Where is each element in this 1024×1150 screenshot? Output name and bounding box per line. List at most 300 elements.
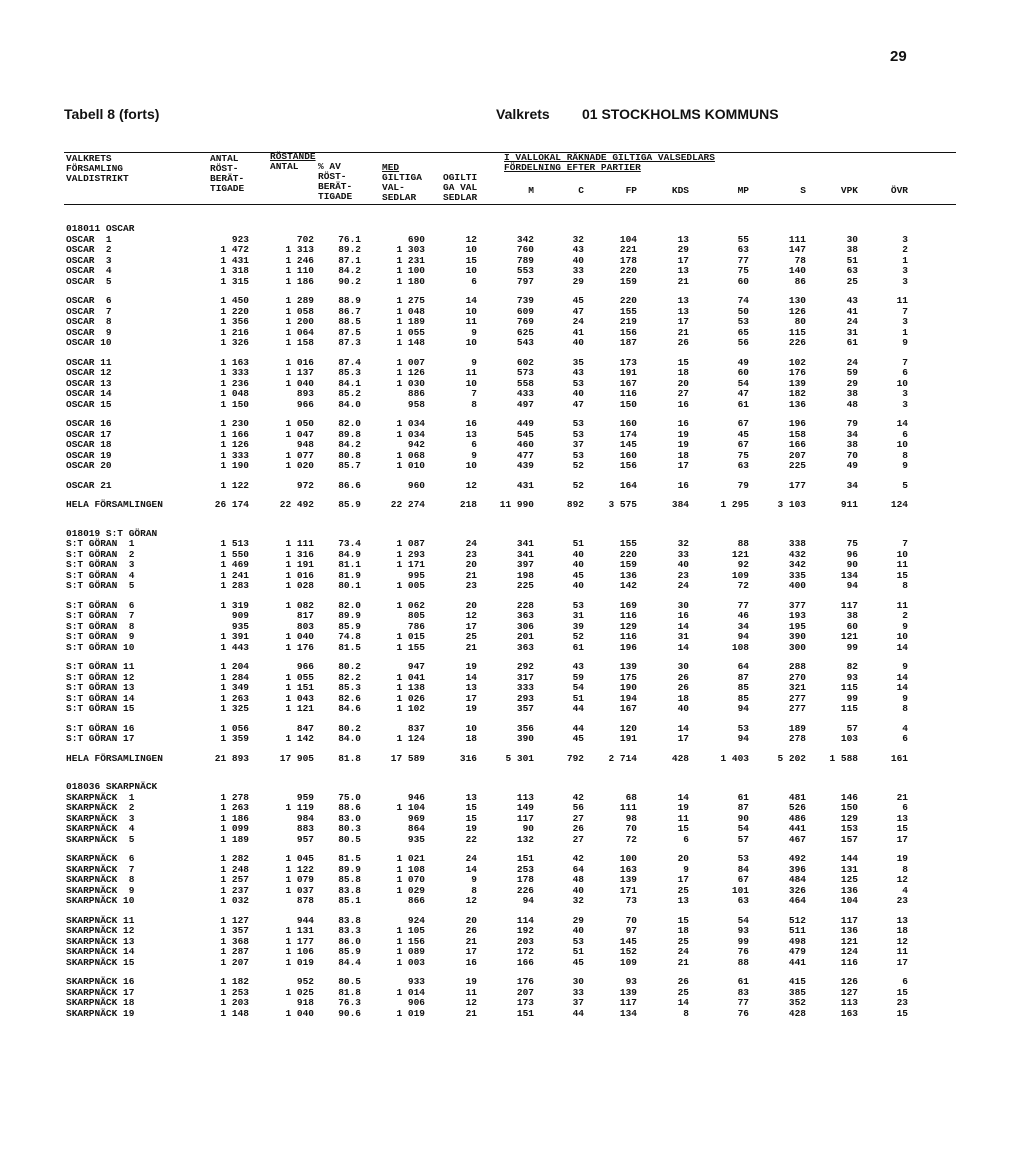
district-name: S:T GÖRAN 14 bbox=[66, 692, 135, 704]
section-label: 018011 OSCAR bbox=[66, 223, 135, 234]
table-row bbox=[0, 895, 1024, 906]
table-cell: 44 bbox=[572, 722, 584, 734]
table-cell: 352 bbox=[788, 997, 806, 1008]
district-name: OSCAR 3 bbox=[66, 254, 112, 266]
table-cell: 76 bbox=[737, 946, 749, 957]
district-name: S:T GÖRAN 4 bbox=[66, 569, 135, 581]
table-row bbox=[0, 957, 1024, 968]
table-cell: 86.0 bbox=[338, 935, 361, 947]
table-cell: 80.5 bbox=[338, 833, 361, 845]
table-cell: 43 bbox=[572, 367, 584, 378]
table-cell: 1 472 bbox=[220, 244, 249, 255]
table-cell: 82 bbox=[846, 661, 858, 672]
table-cell: 8 bbox=[471, 884, 477, 896]
table-cell: 14 bbox=[677, 620, 689, 632]
table-cell: 53 bbox=[737, 722, 749, 734]
table-cell: 72 bbox=[625, 833, 637, 845]
table-cell: 22 bbox=[465, 833, 477, 845]
table-cell: 1 019 bbox=[285, 956, 314, 968]
table-cell: 384 bbox=[671, 499, 689, 510]
table-cell: 1 513 bbox=[220, 538, 249, 549]
district-name: S:T GÖRAN 7 bbox=[66, 610, 135, 621]
table-cell: 1 236 bbox=[220, 377, 249, 389]
table-cell: 306 bbox=[516, 620, 534, 632]
table-cell: 23 bbox=[896, 895, 908, 906]
table-cell: 1 295 bbox=[720, 499, 749, 510]
table-cell: 30 bbox=[677, 661, 689, 672]
table-cell: 34 bbox=[846, 479, 858, 491]
table-cell: 38 bbox=[846, 439, 858, 450]
table-cell: 7 bbox=[902, 538, 908, 549]
table-cell: 174 bbox=[619, 428, 637, 440]
table-row bbox=[0, 255, 1024, 266]
section-label: 018019 S:T GÖRAN bbox=[66, 527, 158, 539]
table-cell: 15 bbox=[465, 812, 477, 824]
table-cell: 6 bbox=[902, 428, 908, 440]
table-cell: 150 bbox=[840, 802, 858, 813]
table-cell: 1 034 bbox=[396, 418, 425, 429]
table-cell: 178 bbox=[516, 874, 534, 885]
table-cell: 178 bbox=[619, 254, 637, 266]
table-cell: 1 055 bbox=[396, 326, 425, 338]
table-cell: 431 bbox=[516, 479, 534, 491]
table-row bbox=[0, 703, 1024, 714]
table-cell: 959 bbox=[296, 791, 314, 803]
table-cell: 5 202 bbox=[777, 752, 806, 764]
table-cell: 101 bbox=[731, 884, 749, 896]
district-name: SKARPNÄCK 4 bbox=[66, 823, 135, 834]
table-row bbox=[0, 244, 1024, 255]
table-cell: 573 bbox=[516, 367, 534, 378]
table-cell: 226 bbox=[788, 337, 806, 348]
table-cell: 481 bbox=[788, 791, 806, 803]
table-cell: 892 bbox=[566, 499, 584, 510]
table-cell: 151 bbox=[516, 1007, 534, 1019]
table-cell: 10 bbox=[896, 548, 908, 560]
table-cell: 92 bbox=[737, 559, 749, 570]
table-cell: 14 bbox=[465, 671, 477, 683]
table-cell: 7 bbox=[902, 356, 908, 368]
table-cell: 13 bbox=[465, 682, 477, 693]
table-cell: 41 bbox=[846, 305, 858, 317]
table-cell: 84.2 bbox=[338, 265, 361, 276]
table-cell: 90 bbox=[737, 812, 749, 824]
table-cell: 54 bbox=[737, 914, 749, 926]
table-cell: 17 bbox=[677, 460, 689, 471]
header-pct-av: % AV RÖST- BERÄT- TIGADE bbox=[318, 161, 353, 202]
table-row bbox=[0, 802, 1024, 813]
table-cell: 16 bbox=[677, 418, 689, 429]
table-cell: 972 bbox=[296, 479, 314, 491]
table-cell: 1 021 bbox=[396, 853, 425, 864]
table-cell: 948 bbox=[296, 439, 314, 450]
table-cell: 24 bbox=[846, 356, 858, 368]
table-cell: 317 bbox=[516, 671, 534, 683]
table-cell: 1 110 bbox=[285, 265, 314, 276]
table-cell: 163 bbox=[840, 1007, 858, 1019]
table-cell: 109 bbox=[731, 569, 749, 581]
table-cell: 1 315 bbox=[220, 275, 249, 287]
table-cell: 1 403 bbox=[720, 752, 749, 764]
table-cell: 29 bbox=[572, 914, 584, 926]
table-cell: 116 bbox=[840, 956, 858, 968]
table-cell: 10 bbox=[465, 305, 477, 317]
district-name: SKARPNÄCK 3 bbox=[66, 812, 135, 824]
table-cell: 161 bbox=[890, 752, 908, 764]
table-cell: 194 bbox=[619, 692, 637, 704]
table-cell: 136 bbox=[840, 884, 858, 896]
section-label: 018036 SKARPNÄCK bbox=[66, 781, 158, 792]
table-cell: 467 bbox=[788, 833, 806, 845]
table-cell: 3 bbox=[902, 398, 908, 410]
table-cell: 74 bbox=[737, 295, 749, 306]
table-cell: 85.8 bbox=[338, 874, 361, 885]
table-cell: 390 bbox=[788, 631, 806, 642]
table-cell: 44 bbox=[572, 1007, 584, 1019]
table-cell: 15 bbox=[677, 823, 689, 834]
district-name: SKARPNÄCK 5 bbox=[66, 833, 135, 845]
table-row bbox=[0, 610, 1024, 621]
table-cell: 207 bbox=[516, 986, 534, 998]
table-cell: 31 bbox=[572, 610, 584, 621]
district-name: S:T GÖRAN 8 bbox=[66, 620, 135, 632]
district-name: OSCAR 20 bbox=[66, 460, 112, 471]
table-cell: 966 bbox=[296, 661, 314, 672]
table-row bbox=[0, 549, 1024, 560]
header-rostande: RÖSTANDE bbox=[270, 151, 316, 162]
table-cell: 6 bbox=[471, 275, 477, 287]
district-name: OSCAR 10 bbox=[66, 337, 112, 348]
table-row bbox=[0, 997, 1024, 1008]
table-cell: 70 bbox=[625, 823, 637, 834]
table-row bbox=[0, 987, 1024, 998]
table-cell: 924 bbox=[407, 914, 425, 926]
table-cell: 19 bbox=[465, 823, 477, 834]
table-cell: 1 062 bbox=[396, 599, 425, 611]
table-cell: 193 bbox=[788, 610, 806, 621]
table-cell: 1 055 bbox=[285, 671, 314, 683]
table-cell: 81.8 bbox=[338, 986, 361, 998]
table-cell: 947 bbox=[407, 661, 425, 672]
table-cell: 1 289 bbox=[285, 295, 314, 306]
table-cell: 893 bbox=[296, 388, 314, 399]
table-cell: 1 020 bbox=[285, 460, 314, 471]
table-cell: 21 bbox=[677, 956, 689, 968]
table-cell: 1 189 bbox=[396, 316, 425, 327]
table-cell: 10 bbox=[465, 377, 477, 389]
table-cell: 16 bbox=[465, 418, 477, 429]
table-cell: 1 207 bbox=[220, 956, 249, 968]
table-cell: 80.8 bbox=[338, 449, 361, 461]
table-cell: 167 bbox=[619, 377, 637, 389]
table-cell: 464 bbox=[788, 895, 806, 906]
table-row bbox=[0, 885, 1024, 896]
table-cell: 79 bbox=[846, 418, 858, 429]
district-name: SKARPNÄCK 1 bbox=[66, 791, 135, 803]
table-cell: 157 bbox=[840, 833, 858, 845]
table-cell: 786 bbox=[407, 620, 425, 632]
table-cell: 497 bbox=[516, 398, 534, 410]
table-row bbox=[0, 631, 1024, 642]
table-row bbox=[0, 915, 1024, 926]
table-row bbox=[0, 823, 1024, 834]
table-cell: 1 278 bbox=[220, 791, 249, 803]
table-cell: 67 bbox=[737, 439, 749, 450]
table-cell: 545 bbox=[516, 428, 534, 440]
table-cell: 85.1 bbox=[338, 895, 361, 906]
table-cell: 1 058 bbox=[285, 305, 314, 317]
table-cell: 31 bbox=[677, 631, 689, 642]
table-cell: 54 bbox=[572, 682, 584, 693]
table-cell: 76 bbox=[737, 1007, 749, 1019]
table-cell: 155 bbox=[619, 538, 637, 549]
table-cell: 84.2 bbox=[338, 439, 361, 450]
table-cell: 120 bbox=[619, 722, 637, 734]
table-cell: 21 bbox=[465, 935, 477, 947]
table-cell: 67 bbox=[737, 418, 749, 429]
table-cell: 63 bbox=[737, 895, 749, 906]
table-cell: 159 bbox=[619, 559, 637, 570]
table-cell: 22 492 bbox=[279, 499, 314, 510]
table-cell: 34 bbox=[737, 620, 749, 632]
table-cell: 3 bbox=[902, 275, 908, 287]
table-cell: 377 bbox=[788, 599, 806, 611]
table-row bbox=[0, 733, 1024, 744]
table-cell: 10 bbox=[465, 337, 477, 348]
table-cell: 25 bbox=[465, 631, 477, 642]
table-cell: 1 230 bbox=[220, 418, 249, 429]
table-cell: 81.5 bbox=[338, 853, 361, 864]
table-cell: 80.3 bbox=[338, 823, 361, 834]
table-cell: 85 bbox=[737, 692, 749, 704]
table-cell: 191 bbox=[619, 733, 637, 744]
table-cell: 1 045 bbox=[285, 853, 314, 864]
table-cell: 944 bbox=[296, 914, 314, 926]
district-name: OSCAR 6 bbox=[66, 295, 112, 306]
table-cell: 739 bbox=[516, 295, 534, 306]
table-cell: 93 bbox=[737, 925, 749, 936]
table-cell: 80.2 bbox=[338, 722, 361, 734]
table-cell: 1 177 bbox=[285, 935, 314, 947]
table-cell: 866 bbox=[407, 895, 425, 906]
table-cell: 27 bbox=[572, 833, 584, 845]
table-cell: 85.9 bbox=[338, 946, 361, 957]
table-cell: 906 bbox=[407, 997, 425, 1008]
table-cell: 335 bbox=[788, 569, 806, 581]
table-cell: 1 180 bbox=[396, 275, 425, 287]
district-name: SKARPNÄCK 18 bbox=[66, 997, 135, 1008]
table-cell: 187 bbox=[619, 337, 637, 348]
table-cell: 17 905 bbox=[279, 752, 314, 764]
table-cell: 13 bbox=[896, 812, 908, 824]
table-cell: 11 bbox=[896, 295, 908, 306]
table-cell: 3 bbox=[902, 316, 908, 327]
table-cell: 326 bbox=[788, 884, 806, 896]
table-cell: 1 087 bbox=[396, 538, 425, 549]
table-cell: 41 bbox=[572, 326, 584, 338]
table-cell: 6 bbox=[471, 439, 477, 450]
table-cell: 90 bbox=[522, 823, 534, 834]
table-cell: 190 bbox=[619, 682, 637, 693]
table-cell: 1 040 bbox=[285, 631, 314, 642]
table-cell: 85.3 bbox=[338, 367, 361, 378]
table-cell: 126 bbox=[840, 976, 858, 987]
table-cell: 1 032 bbox=[220, 895, 249, 906]
table-cell: 73.4 bbox=[338, 538, 361, 549]
table-cell: 625 bbox=[516, 326, 534, 338]
table-cell: 228 bbox=[516, 599, 534, 611]
table-cell: 817 bbox=[296, 610, 314, 621]
table-cell: 6 bbox=[902, 976, 908, 987]
table-cell: 77 bbox=[737, 254, 749, 266]
table-cell: 90 bbox=[846, 559, 858, 570]
table-cell: 1 007 bbox=[396, 356, 425, 368]
table-cell: 3 575 bbox=[608, 499, 637, 510]
table-cell: 94 bbox=[737, 703, 749, 714]
table-cell: 103 bbox=[840, 733, 858, 744]
table-cell: 139 bbox=[619, 874, 637, 885]
table-cell: 390 bbox=[516, 733, 534, 744]
table-cell: 100 bbox=[619, 853, 637, 864]
table-row bbox=[0, 439, 1024, 450]
table-row bbox=[0, 570, 1024, 581]
table-cell: 25 bbox=[846, 275, 858, 287]
table-cell: 1 148 bbox=[220, 1007, 249, 1019]
table-cell: 1 326 bbox=[220, 337, 249, 348]
table-cell: 195 bbox=[788, 620, 806, 632]
table-cell: 13 bbox=[896, 914, 908, 926]
table-row bbox=[0, 693, 1024, 704]
table-cell: 1 064 bbox=[285, 326, 314, 338]
table-cell: 30 bbox=[846, 233, 858, 245]
table-cell: 1 151 bbox=[285, 682, 314, 693]
table-cell: 769 bbox=[516, 316, 534, 327]
table-cell: 25 bbox=[677, 935, 689, 947]
table-row bbox=[0, 480, 1024, 491]
table-cell: 145 bbox=[619, 439, 637, 450]
district-name: S:T GÖRAN 10 bbox=[66, 641, 135, 653]
table-cell: 1 150 bbox=[220, 398, 249, 410]
table-cell: 45 bbox=[572, 569, 584, 581]
table-cell: 449 bbox=[516, 418, 534, 429]
table-cell: 86.6 bbox=[338, 479, 361, 491]
table-cell: 1 182 bbox=[220, 976, 249, 987]
table-cell: 760 bbox=[516, 244, 534, 255]
district-name: S:T GÖRAN 1 bbox=[66, 538, 135, 549]
table-cell: 52 bbox=[572, 460, 584, 471]
table-cell: 479 bbox=[788, 946, 806, 957]
table-cell: 109 bbox=[619, 956, 637, 968]
table-cell: 156 bbox=[619, 326, 637, 338]
table-cell: 81.9 bbox=[338, 569, 361, 581]
table-cell: 94 bbox=[737, 733, 749, 744]
table-cell: 60 bbox=[846, 620, 858, 632]
table-cell: 125 bbox=[840, 874, 858, 885]
table-cell: 13 bbox=[677, 305, 689, 317]
table-row bbox=[0, 538, 1024, 549]
table-cell: 1 034 bbox=[396, 428, 425, 440]
table-cell: 18 bbox=[677, 925, 689, 936]
table-cell: 81.5 bbox=[338, 641, 361, 653]
table-cell: 220 bbox=[619, 295, 637, 306]
table-cell: 1 014 bbox=[396, 986, 425, 998]
table-row bbox=[0, 672, 1024, 683]
header-valsedlar-title: I VALLOKAL RÄKNADE GILTIGA VALSEDLARS bbox=[504, 152, 715, 163]
table-cell: 140 bbox=[788, 265, 806, 276]
table-cell: 486 bbox=[788, 812, 806, 824]
table-cell: 1 325 bbox=[220, 703, 249, 714]
district-name: SKARPNÄCK 12 bbox=[66, 925, 135, 936]
table-cell: 89.9 bbox=[338, 610, 361, 621]
table-cell: 292 bbox=[516, 661, 534, 672]
district-name: S:T GÖRAN 11 bbox=[66, 661, 135, 672]
table-cell: 84.1 bbox=[338, 377, 361, 389]
table-cell: 32 bbox=[677, 538, 689, 549]
table-cell: 84.6 bbox=[338, 703, 361, 714]
table-cell: 93 bbox=[625, 976, 637, 987]
valkrets-label: Valkrets bbox=[496, 106, 550, 122]
table-cell: 1 319 bbox=[220, 599, 249, 611]
header-antal-rostberattigade: ANTAL RÖST- BERÄT- TIGADE bbox=[210, 153, 245, 194]
table-cell: 196 bbox=[619, 641, 637, 653]
table-cell: 1 019 bbox=[396, 1007, 425, 1019]
table-cell: 72 bbox=[737, 580, 749, 591]
table-row bbox=[0, 559, 1024, 570]
table-cell: 17 bbox=[896, 833, 908, 845]
table-cell: 12 bbox=[465, 479, 477, 491]
table-cell: 99 bbox=[846, 692, 858, 704]
table-cell: 61 bbox=[737, 398, 749, 410]
table-cell: 117 bbox=[840, 599, 858, 611]
table-cell: 15 bbox=[896, 569, 908, 581]
district-name: S:T GÖRAN 13 bbox=[66, 682, 135, 693]
table-cell: 163 bbox=[619, 863, 637, 875]
district-name: OSCAR 9 bbox=[66, 326, 112, 338]
table-cell: 288 bbox=[788, 661, 806, 672]
district-name: SKARPNÄCK 2 bbox=[66, 802, 135, 813]
table-cell: 82.2 bbox=[338, 671, 361, 683]
table-cell: 51 bbox=[572, 692, 584, 704]
table-cell: 886 bbox=[407, 388, 425, 399]
table-cell: 104 bbox=[619, 233, 637, 245]
header-rostande-antal: ANTAL bbox=[270, 161, 299, 172]
table-cell: 23 bbox=[896, 997, 908, 1008]
table-cell: 10 bbox=[896, 439, 908, 450]
table-cell: 43 bbox=[572, 661, 584, 672]
table-cell: 18 bbox=[896, 925, 908, 936]
district-name: OSCAR 14 bbox=[66, 388, 112, 399]
table-row bbox=[0, 580, 1024, 591]
table-cell: 14 bbox=[677, 997, 689, 1008]
table-cell: 16 bbox=[465, 956, 477, 968]
table-cell: 1 359 bbox=[220, 733, 249, 744]
table-cell: 14 bbox=[896, 418, 908, 429]
table-cell: 797 bbox=[516, 275, 534, 287]
table-cell: 53 bbox=[572, 935, 584, 947]
table-cell: 1 037 bbox=[285, 884, 314, 896]
table-cell: 166 bbox=[516, 956, 534, 968]
table-cell: 966 bbox=[296, 398, 314, 410]
table-cell: 918 bbox=[296, 997, 314, 1008]
table-cell: 1 015 bbox=[396, 631, 425, 642]
table-cell: 84.0 bbox=[338, 398, 361, 410]
table-cell: 1 142 bbox=[285, 733, 314, 744]
table-cell: 21 bbox=[465, 569, 477, 581]
table-cell: 1 016 bbox=[285, 569, 314, 581]
table-cell: 1 016 bbox=[285, 356, 314, 368]
table-row bbox=[0, 874, 1024, 885]
table-cell: 1 070 bbox=[396, 874, 425, 885]
